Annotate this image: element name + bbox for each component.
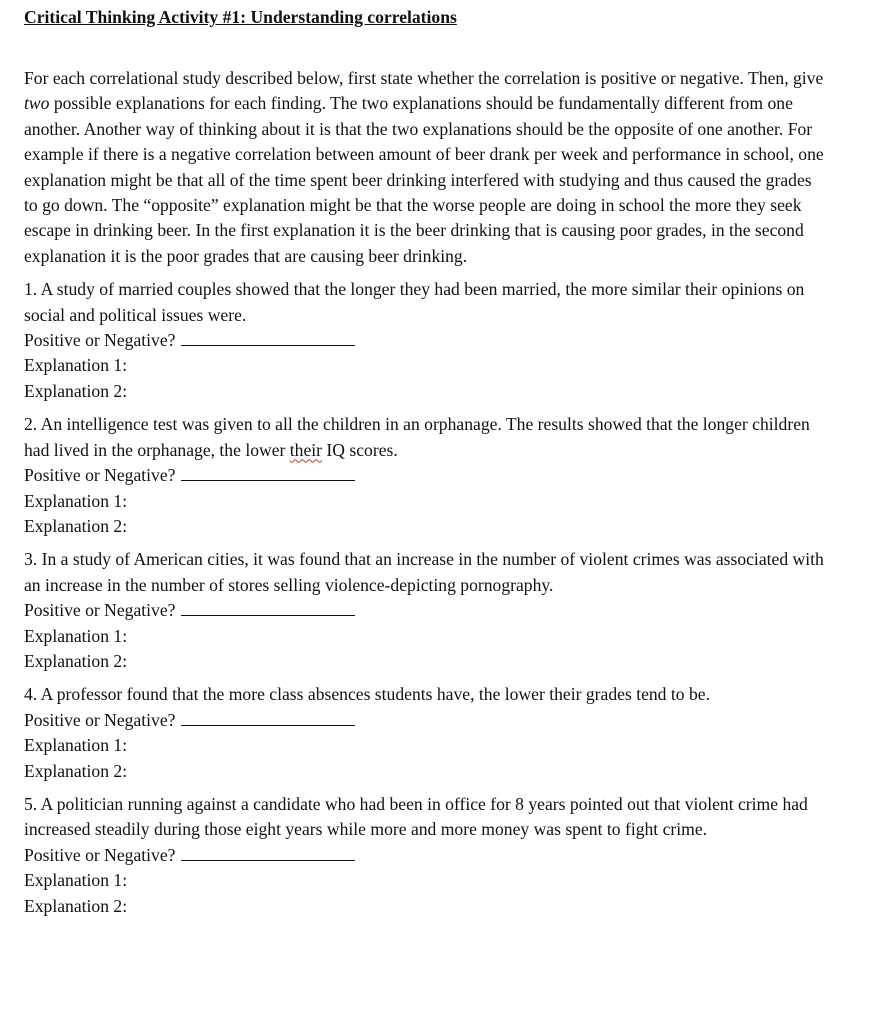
pos-neg-label: Positive or Negative? xyxy=(24,709,176,730)
question-4-explanation-1: Explanation 1: xyxy=(24,735,128,756)
spellcheck-marked-word: their xyxy=(289,439,323,460)
question-1-pos-neg xyxy=(24,328,824,353)
question-1-explanation-2: Explanation 2: xyxy=(24,380,128,401)
answer-blank[interactable] xyxy=(181,329,355,346)
question-3-text: 3. In a study of American cities, it was found that an increase in the number of violent crimes was associated with an increase in the number of stores selling violence-depicting pornography. xyxy=(24,549,824,595)
question-2-text xyxy=(24,412,824,463)
instructions-text-part1: For each correlational study described below, first state whether the correlation is positive or negative. Then, give xyxy=(24,68,824,88)
question-3-pos-neg xyxy=(24,598,824,623)
question-3-explanation-1: Explanation 1: xyxy=(24,625,128,646)
question-3-explanation-2: Explanation 2: xyxy=(24,650,128,671)
pos-neg-label: Positive or Negative? xyxy=(24,465,176,486)
question-2-explanation-2: Explanation 2: xyxy=(24,515,128,536)
instructions-paragraph xyxy=(24,66,824,269)
answer-blank[interactable] xyxy=(181,599,355,616)
question-1 xyxy=(24,277,824,404)
answer-blank[interactable] xyxy=(181,464,355,481)
question-3 xyxy=(24,547,824,674)
question-5-explanation-2: Explanation 2: xyxy=(24,895,128,916)
pos-neg-label: Positive or Negative? xyxy=(24,844,176,865)
question-1-explanation-1: Explanation 1: xyxy=(24,355,128,376)
question-2-pos-neg xyxy=(24,463,824,488)
question-2-text-after: IQ scores. xyxy=(322,439,398,460)
answer-blank[interactable] xyxy=(181,709,355,726)
question-2-text-before: 2. An intelligence test was given to all the children in an orphanage. The results showed that the longer children had lived in the orphanage, the lower xyxy=(24,414,810,460)
pos-neg-label: Positive or Negative? xyxy=(24,600,176,621)
question-4-pos-neg xyxy=(24,708,824,733)
question-2 xyxy=(24,412,824,539)
question-5-explanation-1: Explanation 1: xyxy=(24,870,128,891)
question-4-text: 4. A professor found that the more class absences students have, the lower their grades tend to be. xyxy=(24,684,710,705)
question-2-explanation-1: Explanation 1: xyxy=(24,490,128,511)
question-5-pos-neg xyxy=(24,843,824,868)
question-5-text: 5. A politician running against a candidate who had been in office for 8 years pointed out that violent crime had increased steadily during those eight years while more and more money was spent to fight crime. xyxy=(24,793,808,840)
question-5 xyxy=(24,792,824,919)
question-1-text: 1. A study of married couples showed that the longer they had been married, the more similar their opinions on social and political issues were. xyxy=(24,279,805,325)
question-4 xyxy=(24,682,824,784)
question-4-explanation-2: Explanation 2: xyxy=(24,760,128,781)
page-title: Critical Thinking Activity #1: Understanding correlations xyxy=(24,7,457,27)
pos-neg-label: Positive or Negative? xyxy=(24,330,176,351)
answer-blank[interactable] xyxy=(181,844,355,861)
instructions-emphasis: two xyxy=(24,93,50,114)
instructions-text-part2: possible explanations for each finding. The two explanations should be fundamentally different from one another. Another way of thinking about it is that the two explanations should be the opposite of one another. For example if there is a negative correlation between amount of beer drank per week and performance in school, one explanation might be that all of the time spent beer drinking interfered with studying and thus caused the grades to go down. The “opposite” explanation might be that the worse people are doing in school the more they seek escape in drinking beer. In the first explanation it is the beer drinking that is causing poor grades, in the second explanation it is the poor grades that are causing beer drinking. xyxy=(24,93,824,266)
